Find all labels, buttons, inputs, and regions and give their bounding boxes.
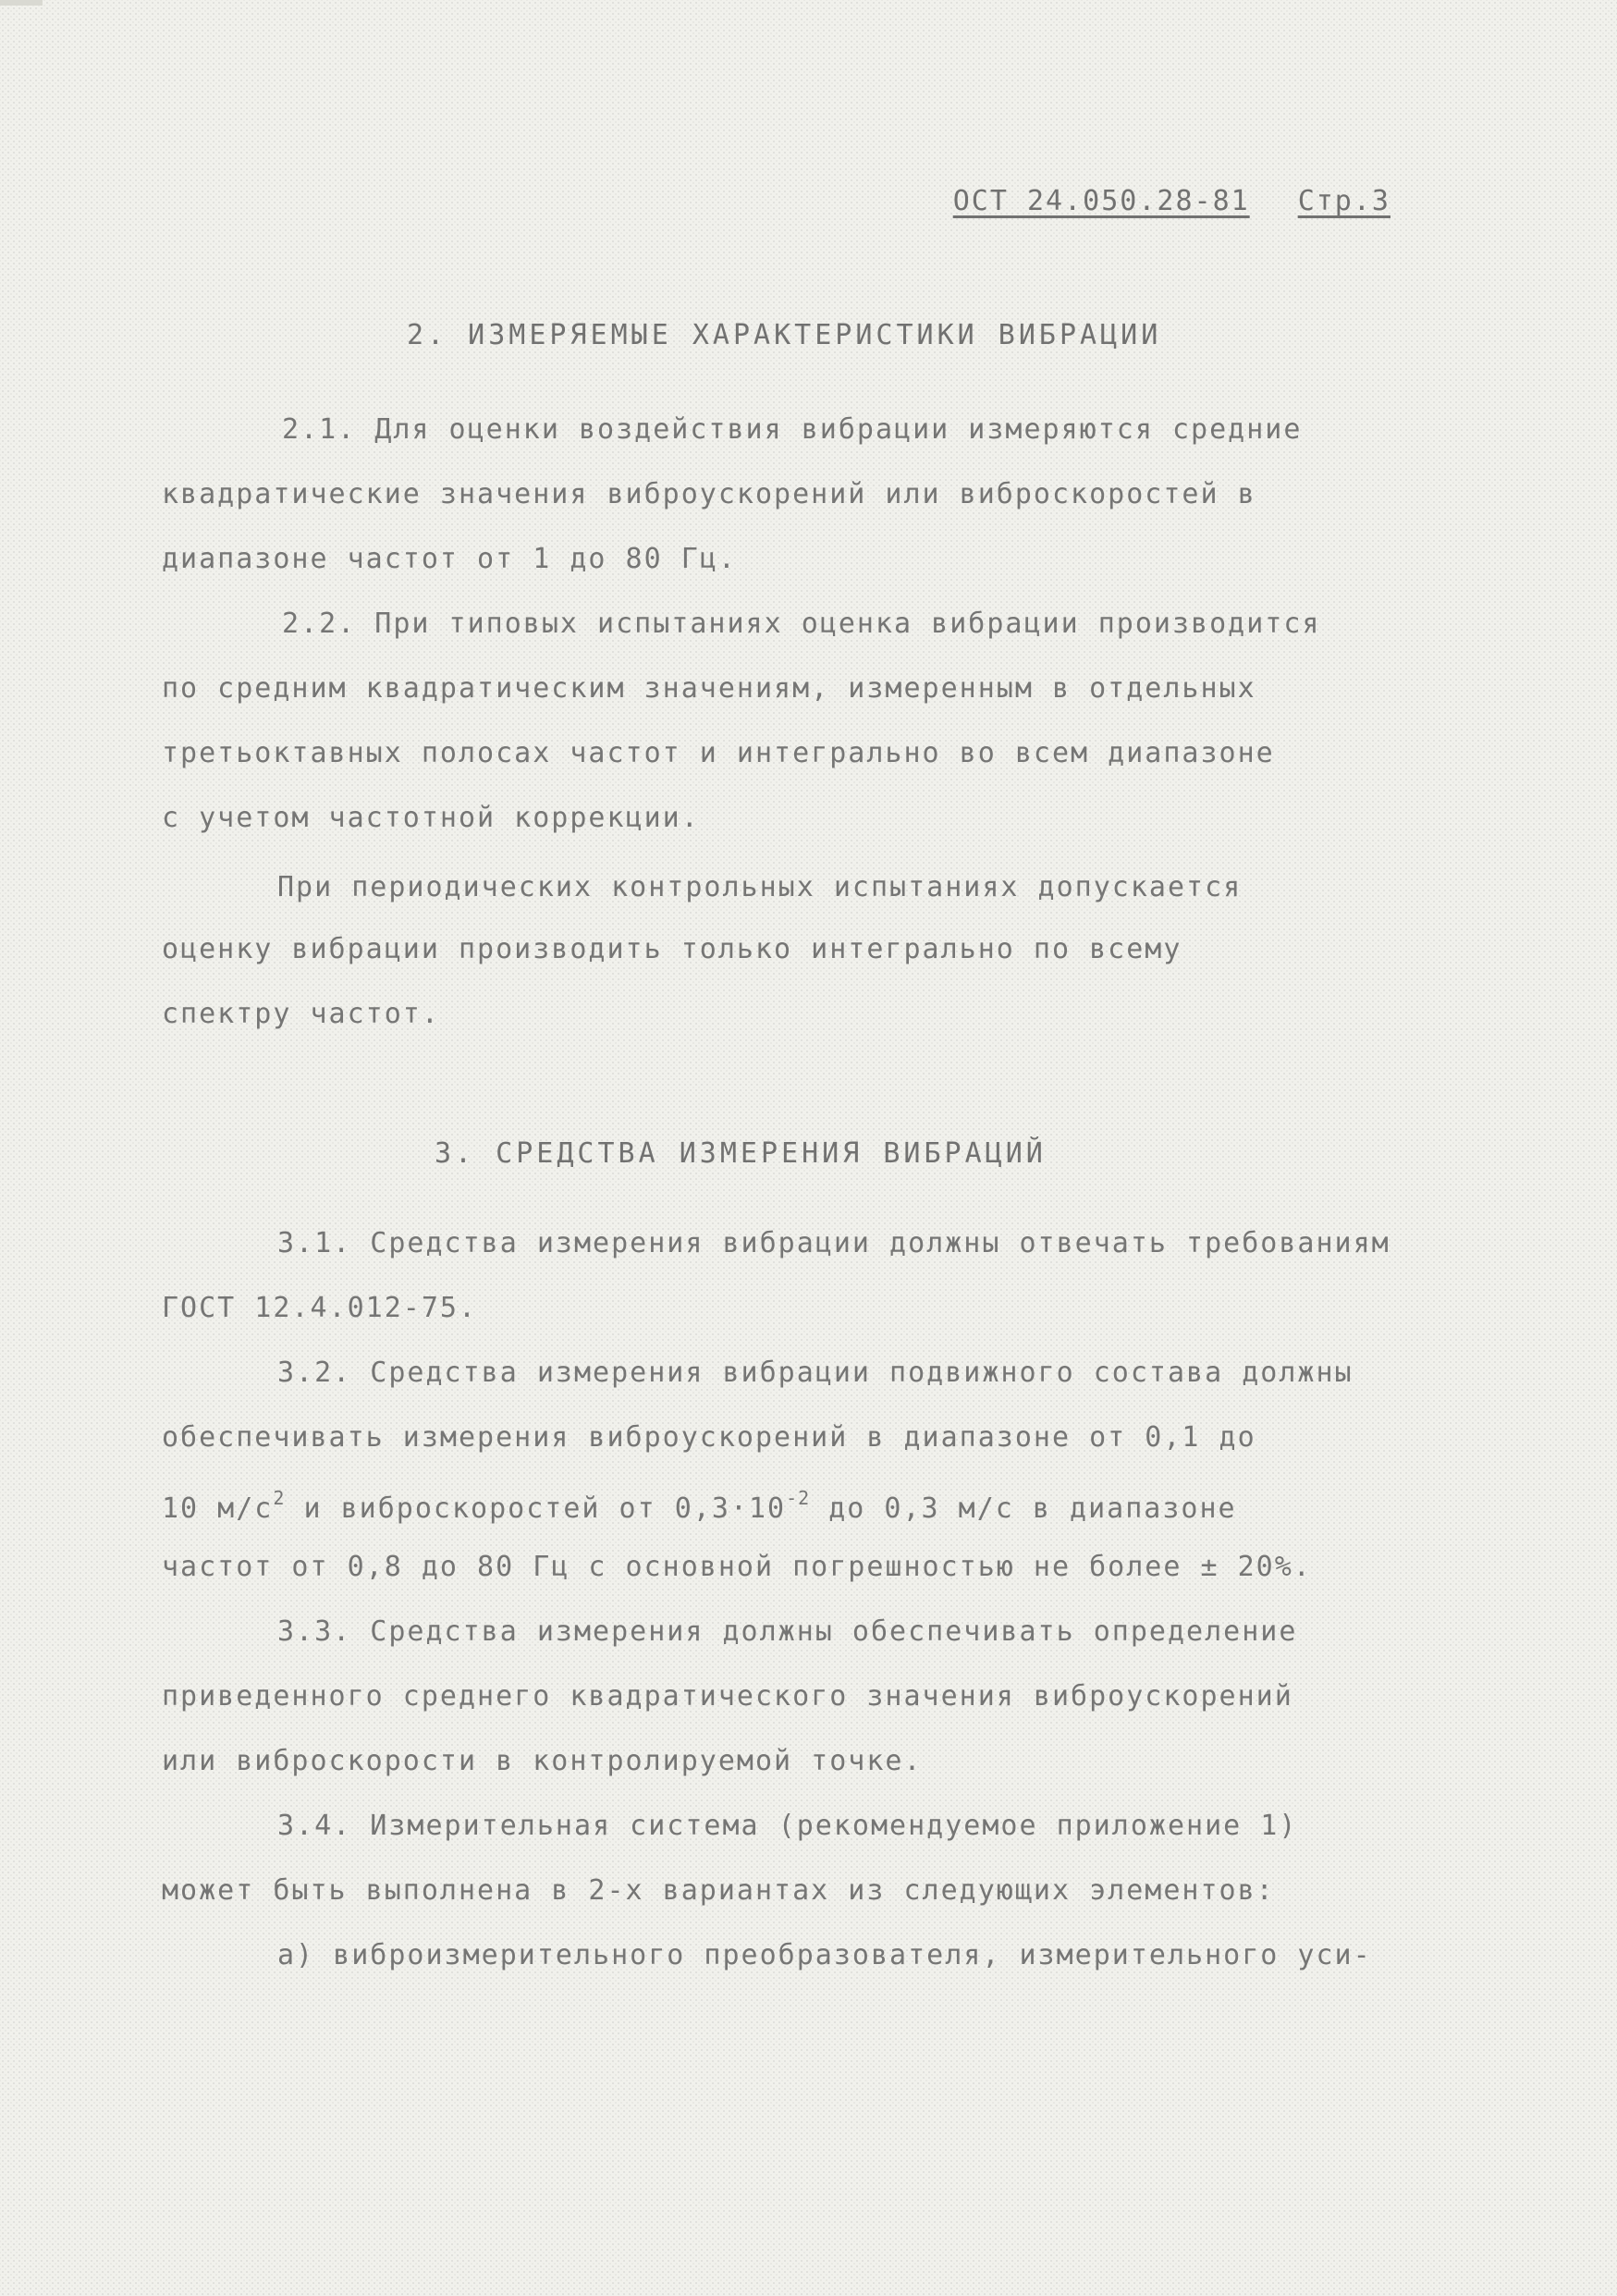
paragraph-line: а) виброизмерительного преобразователя, измерительного уси- (277, 1939, 1372, 1971)
section-2-heading: 2. ИЗМЕРЯЕМЫЕ ХАРАКТЕРИСТИКИ ВИБРАЦИИ (407, 319, 1162, 351)
paragraph-line: 3.2. Средства измерения вибрации подвижного состава должны (277, 1357, 1354, 1389)
paragraph-line: 2.1. Для оценки воздействия вибрации измеряются средние (282, 413, 1303, 446)
paragraph-line: 3.4. Измерительная система (рекомендуемое приложение 1) (277, 1810, 1298, 1842)
paragraph-line: с учетом частотной коррекции. (162, 802, 700, 834)
paragraph-line: 3.3. Средства измерения должны обеспечивать определение (277, 1615, 1298, 1648)
page-number: Стр.3 (1297, 185, 1390, 217)
accel-text-c: до 0,3 м/с в диапазоне (810, 1492, 1237, 1525)
document-code: ОСТ 24.050.28-81 (952, 185, 1250, 217)
paragraph-line: по средним квадратическим значениям, измеренным в отдельных (162, 672, 1256, 705)
paragraph-line: 3.1. Средства измерения вибрации должны отвечать требованиям (277, 1227, 1390, 1259)
paragraph-line: ГОСТ 12.4.012-75. (162, 1292, 478, 1324)
paragraph-line: третьоктавных полосах частот и интегрально во всем диапазоне (162, 737, 1275, 769)
paragraph-line: обеспечивать измерения виброускорений в диапазоне от 0,1 до (162, 1421, 1256, 1454)
paragraph-line: приведенного среднего квадратического значения виброускорений (162, 1680, 1293, 1713)
paragraph-line: может быть выполнена в 2-х вариантах из следующих элементов: (162, 1874, 1275, 1907)
exponent-minus-2: -2 (786, 1487, 811, 1509)
section-3-heading: 3. СРЕДСТВА ИЗМЕРЕНИЯ ВИБРАЦИЙ (435, 1137, 1047, 1170)
page-header (953, 185, 1390, 217)
paragraph-line: спектру частот. (162, 998, 440, 1030)
paragraph-line: оценку вибрации производить только интегрально по всему (162, 933, 1182, 965)
paragraph-line: частот от 0,8 до 80 Гц с основной погрешностью не более ± 20%. (162, 1551, 1312, 1583)
paragraph-line: 2.2. При типовых испытаниях оценка вибрации производится (282, 608, 1321, 640)
paragraph-line: При периодических контрольных испытаниях допускается (277, 871, 1243, 903)
paragraph-line: квадратические значения виброускорений или виброскоростей в (162, 478, 1256, 510)
accel-text-b: и виброскоростей от 0,3·10 (285, 1492, 787, 1525)
exponent-2: 2 (273, 1487, 286, 1509)
paragraph-line: или виброскорости в контролируемой точке. (162, 1745, 923, 1777)
accel-text-a: 10 м/с (162, 1492, 274, 1525)
paragraph-line-with-exponents (162, 1489, 1237, 1523)
paragraph-line: диапазоне частот от 1 до 80 Гц. (162, 543, 737, 575)
scan-edge-mark (0, 0, 43, 6)
